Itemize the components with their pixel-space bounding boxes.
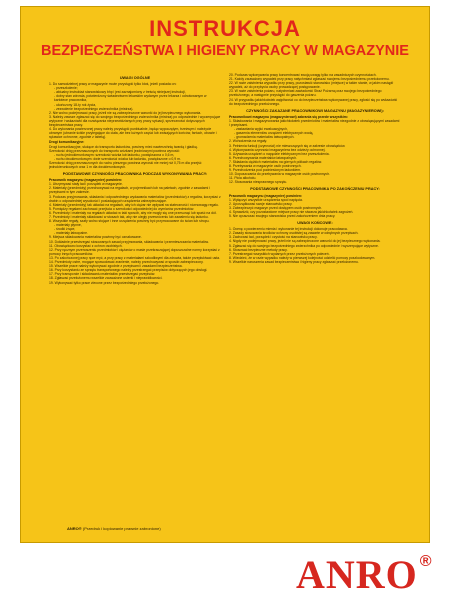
list-item: 1. Ocenę o powierzeniu mienia i wykonanie tej instrukcji dokonuje pracodawca. [229, 227, 348, 232]
list-subitem: - aktualny instruktaż stanowiskowy bhp i jest zaznajomiony z treścią niniejszej instrukcji, [54, 90, 186, 95]
list-item: 5. Nie opuszczać swojego stanowiska przed zakończeniem dnia pracy. [229, 214, 336, 218]
list-item: Szerokość dróg przeznaczonych do ruchu pieszego powinna wynosić nie mniej niż 0,75 m dla przejść jednokierunkowych oraz 1 m dla dwukierunkowych. [49, 160, 202, 169]
list-item: 4. Materiały (przedmioty) tak układać na regałach, aby ich ciężar nie wpływał na stateczność i równowagę regału. [49, 202, 219, 207]
list-item: 1. Wyłączyć wszystkie urządzenia spod napięcia. [229, 197, 303, 202]
list-item: 14. Przedmioty ostre, mogące spowodować zranienie, należy przechowywać w sposób zabezpieczony. [49, 260, 204, 265]
list-subitem: - ukończony 18-ty rok życia, [54, 102, 97, 107]
list-subitem: - materiały łatwopalne. [54, 231, 88, 236]
list-item: 20. Podczas wykonywania pracy koncentrować swoją uwagę tylko na zasadniczych czynnościach. [229, 73, 377, 77]
list-item: 11. Picia alkoholu. [229, 176, 257, 181]
list-item: 6. Przedmioty i materiały na regałach układać w taki sposób, aby nie mogły się one przesunąć lub spaść na dół. [49, 210, 217, 215]
logo-text: ANRO [296, 552, 418, 597]
list-item: 17. Przy transporcie i składowaniu materiałów przestrzegać przepisów. [49, 272, 156, 277]
footer-brand: ANRO® [67, 526, 82, 531]
list-item: 2. Nie wolno podejmować pracy, jeżeli nie są zabezpieczone warunki do jej bezpiecznego wykonania. [49, 110, 202, 115]
list-item: 12. Stosowania niesprawnego sprzętu. [229, 180, 288, 185]
section-heading: PODSTAWOWE CZYNNOŚCI PRACOWNIKA PO ZAKOŃCZENIU PRACY: [250, 187, 380, 192]
poster-subtitle: BEZPIECZEŃSTWA I HIGIENY PRACY W MAGAZYNIE [41, 43, 409, 59]
list-subitem: - gaszenia elementów urządzeń elektrycznych wodą, [234, 131, 314, 136]
list-item: 6. Przechowywania materiałów łatwopalnych. [229, 155, 298, 160]
list-subitem: - ruchu dwukierunkowym: dwie szerokości wózka lub ładunku, powiększone o 0,9 m. [54, 156, 181, 161]
list-item: 7. Przestrzegać wszystkich wydanych przez przełożonych poleceń. [229, 251, 330, 256]
footer-note: (Przedruk i kopiowanie prawnie zabronione) [82, 526, 161, 531]
list-item: 2. Zasady stosowania środków ochrony osobistej są zawarte w odrębnych przepisach. [229, 231, 359, 236]
list-item: 7. Przedmioty i materiały składować w stosach tak, aby nie uległy przewróceniu lub zawaleniu się ładunku. [49, 215, 209, 219]
list-subitem: - gromadzenia materiałów łatwopalnych. [234, 135, 295, 140]
list-item: 13. Po zakończonej pracy ręce myć, a przy pracy z materiałami szkodliwymi dla zdrowia, także przepłukiwać usta. [49, 255, 220, 260]
subheading: Pracownik magazynu (magazynier) powinien: [229, 193, 303, 198]
section-heading: UWAGI OGÓLNE [119, 76, 151, 80]
poster-footer [67, 526, 161, 531]
registered-mark: ® [419, 553, 432, 570]
list-item: 8. Wiedzieć, że w razie wypadku należy w pierwszej kolejności udzielić pomocy poszkodowanym. [229, 255, 376, 260]
list-item: 19. Wykonywać tylko prace zlecone przez bezpośredniego przełożonego. [49, 280, 160, 285]
list-subitem: - zezwolenie bezpośredniego zwierzchnika (mistrza). [54, 106, 134, 111]
subheading: Drogi komunikacyjne: [49, 140, 85, 145]
list-item: 9. Przechodzenia pod podniesionym ładunkiem. [229, 168, 302, 173]
list-item: 3. Pełnienia funkcji (czynności) nie mieszczących się w zakresie obowiązków. [229, 143, 346, 148]
list-subitem: - środki żrące, [54, 227, 76, 232]
list-item: 3. Zachować ład, porządek i czystość na stanowisku pracy. [229, 235, 318, 240]
subheading: Pracownikowi magazynu (magazynierowi) zabrania się przede wszystkim: [229, 114, 348, 119]
list-item: 4. Wykonywania czynności magazyniera bez odzieży ochronnej. [229, 147, 326, 152]
list-subitem: - przeszkolenie; [54, 86, 78, 91]
list-item: 6. Stosować bezpieczne metody pracy. [229, 247, 288, 252]
list-item: 1. Do samodzielnej pracy w magazynie może przystąpić tylko ktoś, jeżeli posiada on: [49, 82, 177, 87]
list-item: 10. Dopuszczania do przebywania w magazynie osób postronnych. [229, 172, 331, 177]
list-item: Szerokość dróg przeznaczonych do transportu wózkami jezdniowymi powinna wynosić: [49, 148, 180, 153]
list-item: 9. Wszelkie naruszenia zasad bezpieczeństwa i higieny pracy zgłaszać przełożonemu. [229, 259, 359, 264]
list-item: 16. Przy korzystaniu ze sprzętu transportowego należy przestrzegać przepisów dotyczących jego obsługi. [49, 268, 208, 273]
list-item: 15. Wszelkie prace należy wykonywać zgodnie z przepisami i zasadami bezpieczeństwa. [49, 264, 183, 269]
list-item: 18. Zgłaszać przełożonemu wszelkie zauważone usterki i nieprawidłowości. [49, 276, 163, 281]
list-item: 7. Składania ciężkich materiałów na górnych półkach regałów. [229, 159, 322, 164]
list-subitem: - materiały płynne, [54, 223, 82, 228]
section-heading: PODSTAWOWE CZYNNOŚCI PRACOWNIKA PODCZAS WYKONYWANIA PRACY: [62, 172, 208, 177]
instruction-body [49, 73, 401, 511]
list-item: 23. W razie zaistnienia pożaru, natychmiast zawiadomić Straż Pożarną oraz swojego bezpośredniego przełożonego, a następnie przystąpić do gaszenia pożaru. [229, 89, 382, 98]
list-item: 21. Każdy zauważony wypadek przy pracy natychmiast zgłaszać swojemu bezpośredniemu przełożonemu. [229, 77, 390, 82]
list-item: 10. Dokładnie przestrzegać stosowanych zasad przyjmowania, składowania i przemieszczania materiałów. [49, 239, 209, 244]
section-heading: CZYNNOŚCI ZAKAZANE PRACOWNIKOWI MAGAZYNU (MAGAZYNIEROWI): [246, 108, 384, 113]
list-item: 2. Materiały (przedmioty) przechowywać na regałach, w pojemnikach lub na paletach, zgodnie z zasadami i przepisami w tym zakresie. [49, 186, 210, 195]
list-item: 4. Do wykonania powierzonej pracy należy przystąpić punktualnie, będąc wypoczętym, trzeźwym i należycie ubranym (ubranie ściśle przylegające do ciała, ale bez luźnych części lub zwisających końców, fartuch, obuwie i rękawice ochronne, zgodnie z tabelą). [49, 127, 217, 140]
section-heading: UWAGI KOŃCOWE: [297, 221, 333, 226]
list-item: 8. Wszystkie regały, szafy wolno stojące i inne urządzenia powinny być przymocowane do ścian lub stropu. [49, 219, 210, 224]
list-subitem: - dobry stan zdrowia, potwierdzony świadectwem lekarskim wydanym przez lekarza i odnotowanym w kartotece pracownika, [54, 94, 207, 103]
list-item: 4. Nigdy nie podejmować pracy, jeżeli nie są zabezpieczone warunki do jej bezpiecznego wykonania. [229, 239, 381, 244]
list-item: 3. Podczas przyjmowania, składania i odpowiedniego wydawania materiałów (przedmiotów) z regałów, korzystać z drabin o odpowiedniej wysokości i posiadających urządzenia zabezpieczające. [49, 194, 221, 203]
list-item: 3. Należy zawsze zgłaszać się do swojego bezpośredniego zwierzchnika (mistrza) po odpowiednie i wyczerpujące wytyczne i wskazówki dla rozwiązania nieprzewidzianych przy pracy sytuacji, sprzeczności dotyczących bezpieczeństwa pracy. [49, 114, 221, 128]
list-item: 24. W przypadku jakichkolwiek wątpliwości co do bezpieczeństwa wykonywanej pracy, zgłosić się po wskazówki do bezpośredniego przełożonego. [229, 97, 398, 106]
right-column [229, 73, 401, 511]
list-subitem: - zastawiania wyjść ewakuacyjnych, [234, 127, 288, 132]
list-item: 1. Utrzymywać stały ład i porządek w magazynie. [49, 182, 123, 187]
list-item: 3. Zabezpieczyć magazyn przed dostępem osób postronnych. [229, 205, 323, 210]
subheading: Pracownik magazynu (magazynier) powinien: [49, 178, 123, 183]
list-item: 11. Obowiązkowo korzystać z ochron osobistych. [49, 243, 123, 248]
list-item: 9. Miejsca składowania materiałów powinny być oznakowane. [49, 235, 142, 240]
list-item: 5. Pomiędzy regałami zachować przejścia o szerokości odpowiedniej do wymiarów przedmiotów. [49, 206, 195, 211]
list-item: 8. Przebywania w magazynie osób postronnych. [229, 163, 302, 168]
list-item: Drogi komunikacyjne, służące do transportu ładunków, powinny mieć nawierzchnię twardą i gładką. [49, 144, 198, 149]
list-item: 12. Przy ręcznym przenoszeniu przedmiotów i ciężarów o masie przekraczającej dopuszczalne normy korzystać z pomocy innych pracowników. [49, 247, 220, 256]
list-item: 2. Uporządkować swoje stanowisko pracy. [229, 201, 293, 206]
list-item: 4. Sprawdzić, czy pozostawione miejsce pracy nie stwarza jakichkolwiek zagrożeń. [229, 209, 354, 214]
list-item: 5. Używania urządzeń o napędzie elektrycznym bez przeszkolenia. [229, 151, 330, 156]
poster-title: INSTRUKCJA [149, 16, 301, 41]
anro-logo [296, 553, 432, 597]
left-column [49, 73, 221, 511]
list-item: 22. W razie zaistnienia wypadku przy pracy, pozostawić stanowisko (miejsce) w takim stanie, w jakim nastąpił wypadek, aż do przybycia osoby prowadzącej postępowanie. [229, 81, 394, 90]
list-subitem: - ruchu jednokierunkowym: szerokość wózka lub ładunku, powiększona o 0,6 m, [54, 152, 175, 157]
list-item: 2. Wchodzenia na regały. [229, 139, 268, 144]
list-item: 1. Składowania i magazynowania jakichkolwiek przedmiotów i materiałów niezgodnie z obowiązującymi zasadami i przepisami. [229, 118, 400, 128]
instruction-poster [20, 6, 430, 543]
list-item: 5. Zgłaszać się do swojego bezpośredniego zwierzchnika po odpowiednie i wyczerpujące wytyczne. [229, 243, 379, 248]
